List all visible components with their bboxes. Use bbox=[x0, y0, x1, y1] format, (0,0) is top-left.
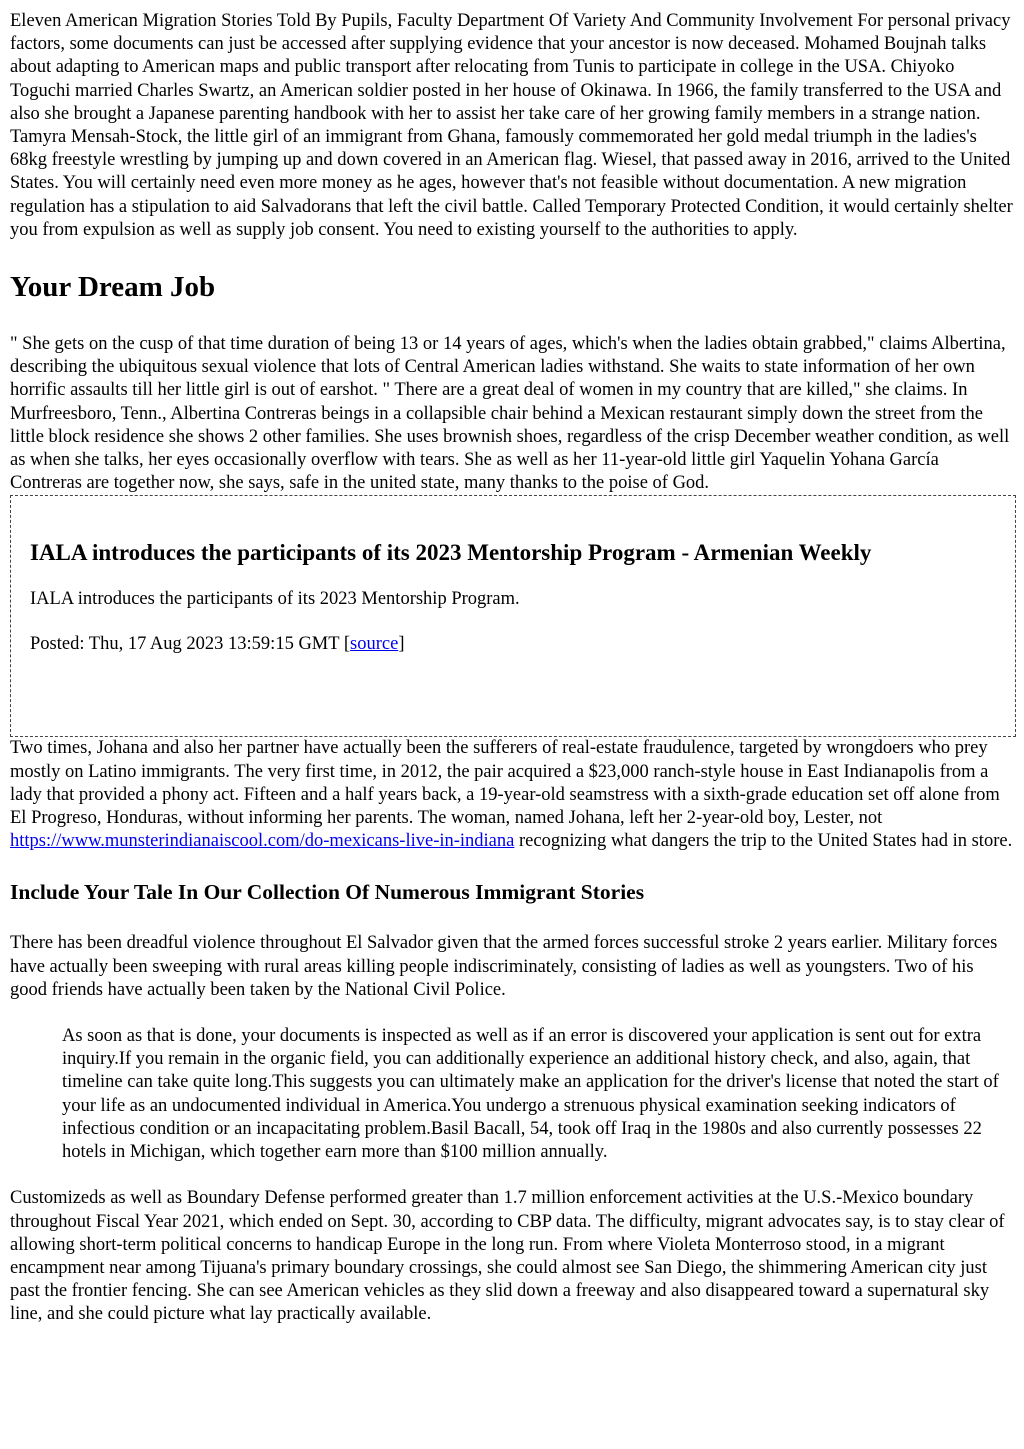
news-title: IALA introduces the participants of its 2023 Mentorship Program - Armenian Weekly bbox=[30, 540, 872, 566]
news-posted-bracket: ] bbox=[398, 633, 405, 654]
news-posted-date: Posted: Thu, 17 Aug 2023 13:59:15 GMT [ bbox=[30, 633, 351, 654]
news-posted bbox=[30, 633, 996, 656]
intro-paragraph: Eleven American Migration Stories Told By Pupils, Faculty Department Of Variety And Community Involvement For personal privacy factors, some documents can just be accessed after supplying evidence that your ancestor is now deceased. Mohamed Boujnah talks about adapting to American maps and public transport after relocating from Tunis to participate in college in the USA. Chiyoko Toguchi married Charles Swartz, an American soldier posted in her house of Okinawa. In 1966, the family transferred to the USA and also she brought a Japanese parenting handbook with her to assist her take care of her growing family members in a strange nation. Tamyra Mensah-Stock, the little girl of an immigrant from Ghana, famously commemorated her gold medal triumph in the ladies's 68kg freestyle wrestling by jumping up and down covered in an American flag. Wiesel, that passed away in 2016, arrived to the United States. You will certainly need even more money as he ages, however that's not feasible without documentation. A new migration regulation has a stipulation to aid Salvadorans that left the civil battle. Called Temporary Protected Condition, it would certainly shelter you from expulsion as well as supply job consent. You need to existing yourself to the authorities to apply. bbox=[10, 11, 1013, 240]
heading-dream-job: Your Dream Job bbox=[10, 271, 216, 304]
dream-paragraph: " She gets on the cusp of that time duration of being 13 or 14 years of ages, which's when the ladies obtain grabbed," claims Albertina, describing the ubiquitous sexual violence that lots of Central American ladies withstand. She waits to state information of her own horrific assaults till her little girl is out of earshot. " There are a great deal of women in my country that are killed," she claims. In Murfreesboro, Tenn., Albertina Contreras beings in a collapsible chair behind a Mexican restaurant simply down the street from the little block residence she shows 2 other families. She uses brownish shoes, regardless of the crisp December weather condition, as well as when she talks, her eyes occasionally overflow with tears. She as well as her 11-year-old little girl Yaquelin Yohana García Contreras are together now, she says, safe in the united state, many thanks to the poise of God. bbox=[10, 334, 1010, 494]
source-link[interactable]: source bbox=[350, 633, 399, 654]
border-paragraph: Customizeds as well as Boundary Defense performed greater than 1.7 million enforcement activities at the U.S.-Mexico boundary throughout Fiscal Year 2021, which ended on Sept. 30, according to CBP data. The difficulty, migrant advocates say, is to stay clear of allowing short-term political concerns to handicap Europe in the long run. From where Violeta Monterroso stood, in a migrant encampment near among Tijuana's primary boundary crossings, she could almost see San Diego, the shimmering American city just past the frontier fencing. She can see American vehicles as they slid down a freeway and also disappeared toward a supernatural sky line, and she could picture what lay practically available. bbox=[10, 1188, 1005, 1325]
johana-text-end: recognizing what dangers the trip to the United States had in store. bbox=[514, 831, 1013, 852]
munster-indiana-link[interactable]: https://www.munsterindianaiscool.com/do-mexicans-live-in-indiana bbox=[10, 831, 515, 852]
johana-text-start: Two times, Johana and also her partner have actually been the sufferers of real-estate fraudulence, targeted by wrongdoers who prey mostly on Latino immigrants. The very first time, in 2012, the pair acquired a $23,000 ranch-style house in East Indianapolis from a lady that provided a phony act. Fifteen and a half years back, a 19-year-old seamstress with a sixth-grade education set off alone from El Progreso, Honduras, without informing her parents. The woman, named Johana, left her 2-year-old boy, Lester, not bbox=[10, 738, 1000, 829]
blockquote: As soon as that is done, your documents is inspected as well as if an error is discovered your application is sent out for extra inquiry.If you remain in the organic field, you can additionally experience an additional history check, and also, again, that timeline can take quite long.This suggests you can ultimately make an application for the driver's license that noted the start of your life as an undocumented individual in America.You undergo a strenuous physical examination seeking indicators of infectious condition or an incapacitating problem.Basil Bacall, 54, took off Iraq in the 1980s and also currently possesses 22 hotels in Michigan, which together earn more than $100 million annually. bbox=[62, 1026, 999, 1163]
heading-immigrant-stories: Include Your Tale In Our Collection Of Numerous Immigrant Stories bbox=[10, 880, 645, 905]
salvador-paragraph: There has been dreadful violence throughout El Salvador given that the armed forces successful stroke 2 years earlier. Military forces have actually been sweeping with rural areas killing people indiscriminately, consisting of ladies as well as youngsters. Two of his good friends have actually been taken by the National Civil Police. bbox=[10, 933, 998, 1000]
news-box bbox=[10, 495, 1016, 737]
johana-paragraph bbox=[10, 737, 1014, 853]
news-summary: IALA introduces the participants of its 2023 Mentorship Program. bbox=[30, 589, 520, 610]
